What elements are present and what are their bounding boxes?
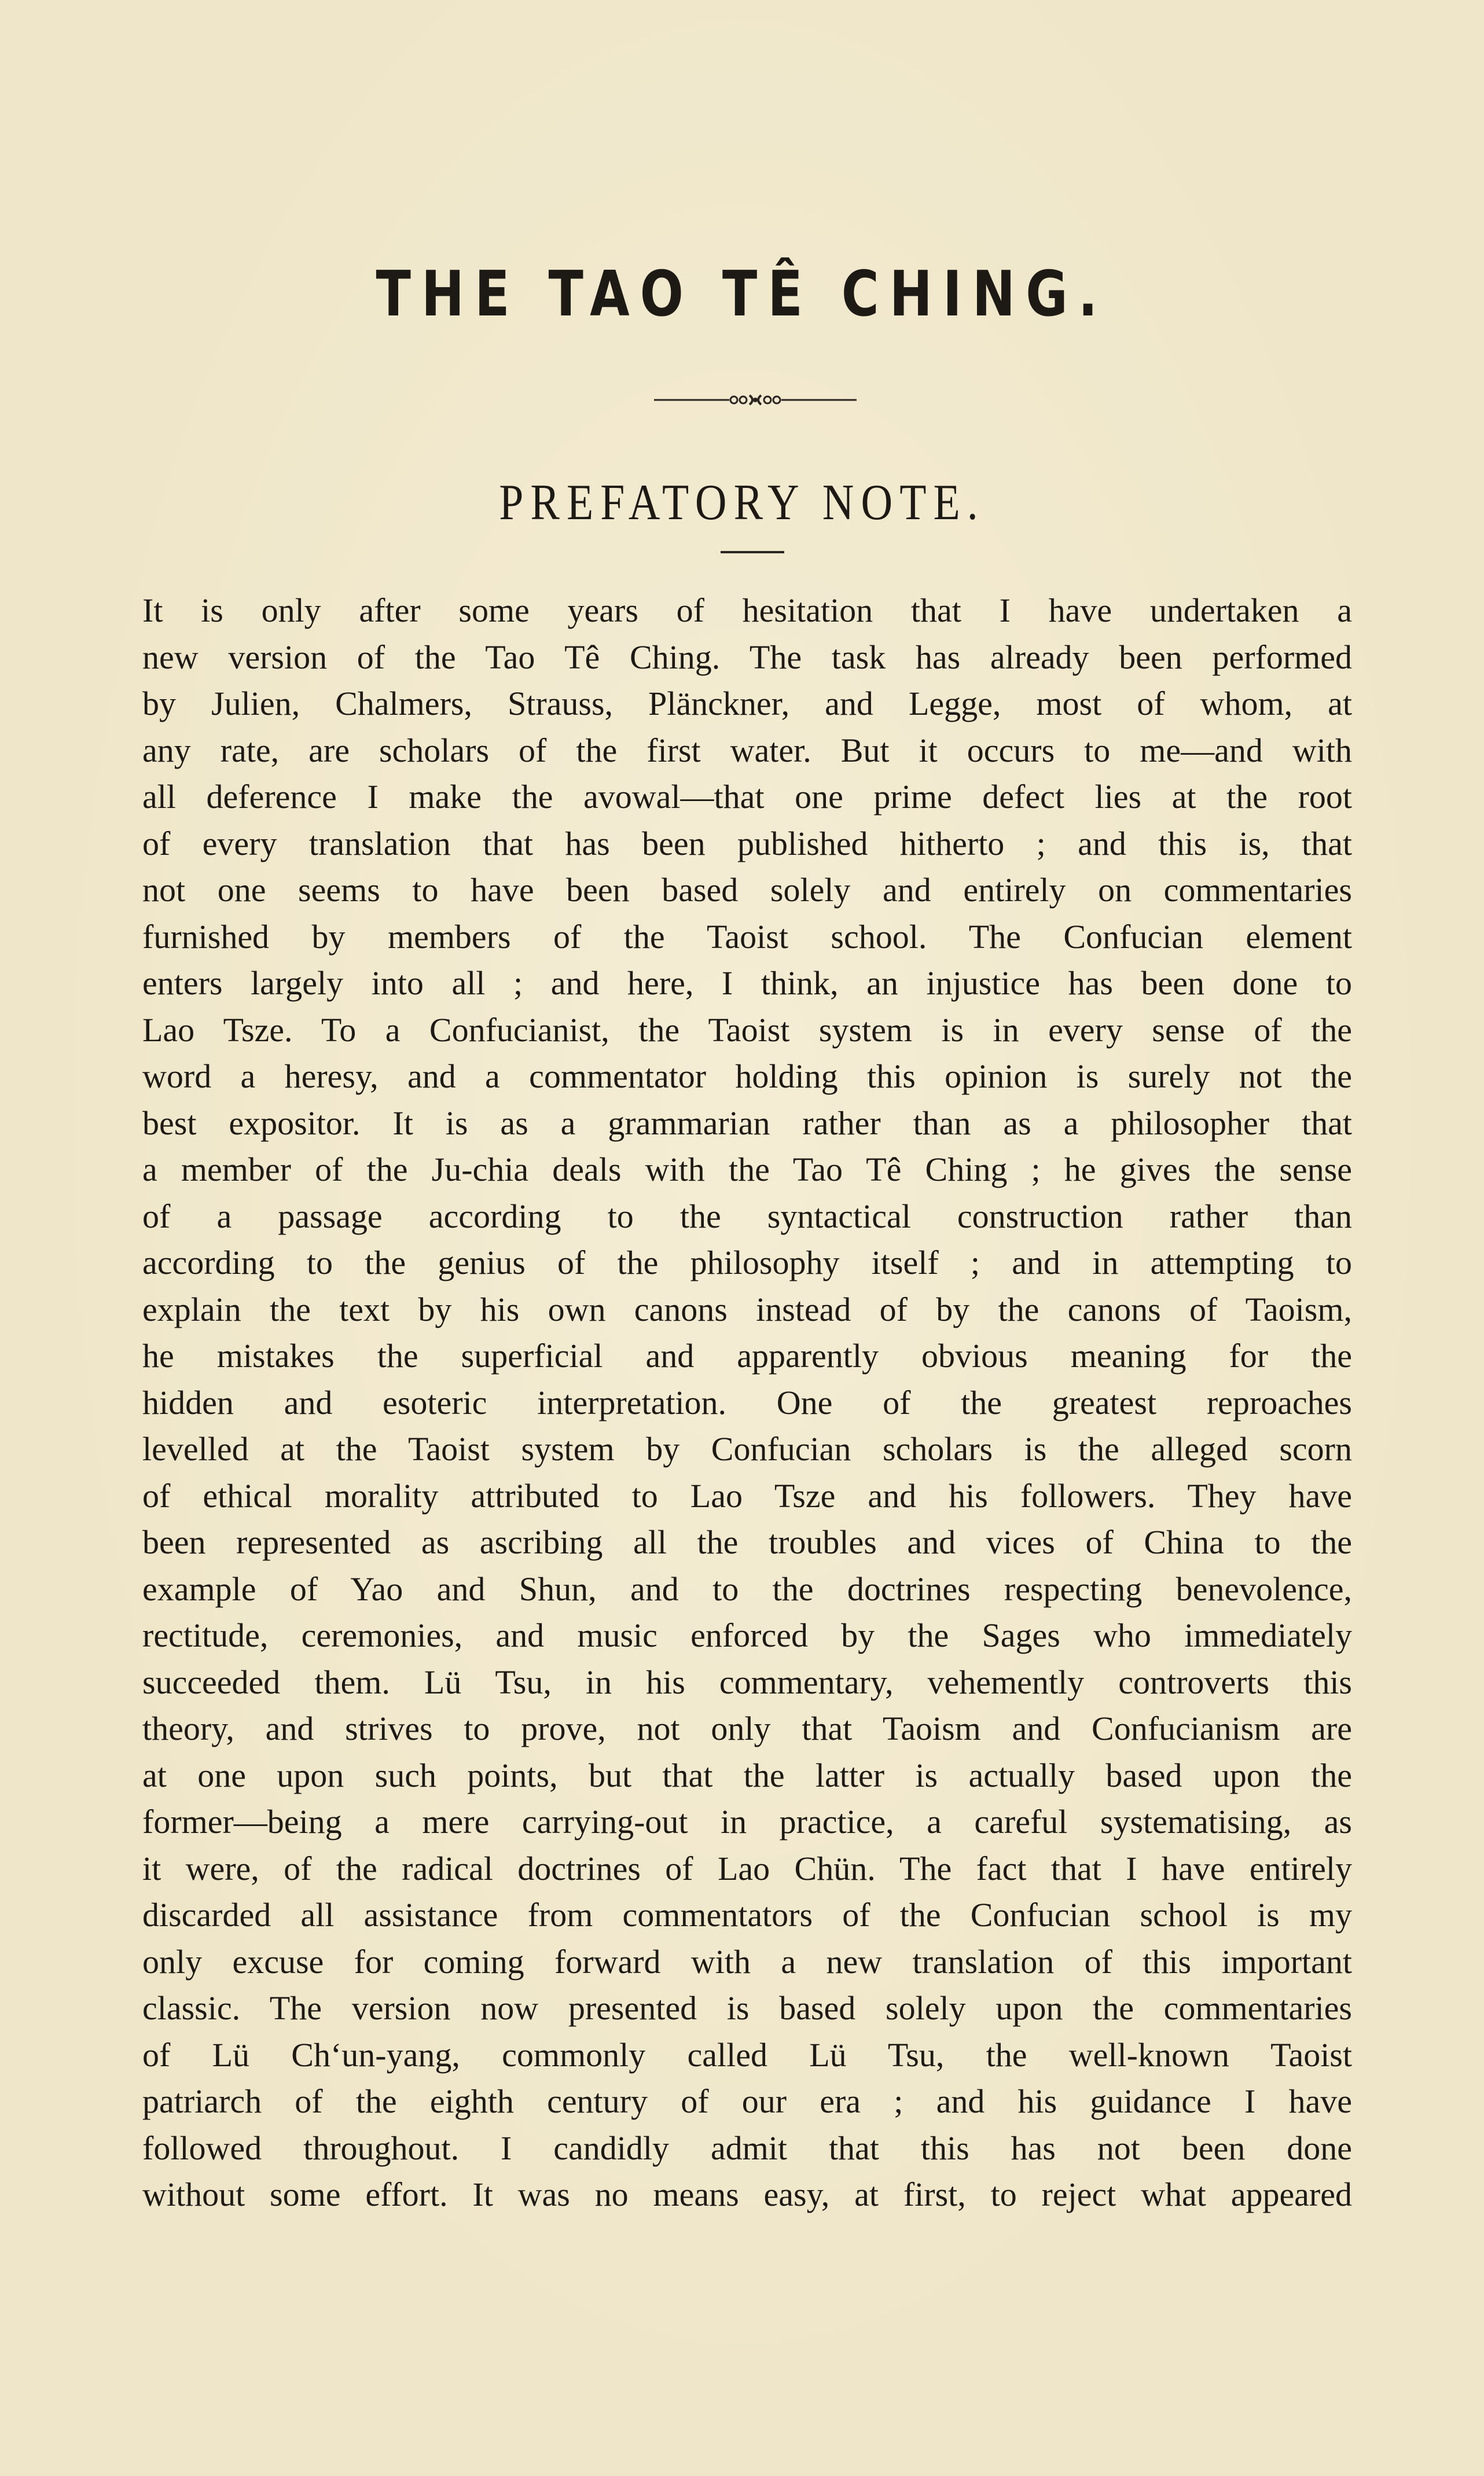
text-line: not one seems to have been based solely and entirely on commentaries xyxy=(142,871,1352,909)
text-line: followed throughout. I candidly admit that this has not been done xyxy=(142,2129,1352,2167)
text-line: of every translation that has been published hitherto ; and this is, that xyxy=(142,824,1352,862)
text-line: hidden and esoteric interpretation. One of the greatest reproaches xyxy=(142,1383,1352,1421)
text-line: of Lü Ch‘un-yang, commonly called Lü Tsu, the well-known Taoist xyxy=(142,2036,1352,2074)
text-line: theory, and strives to prove, not only that Taoism and Confucianism are xyxy=(142,1710,1352,1747)
text-line: It is only after some years of hesitation that I have undertaken a xyxy=(142,592,1352,629)
heading-rule xyxy=(721,551,784,553)
text-line: of ethical morality attributed to Lao Tsze and his followers. They have xyxy=(142,1476,1352,1515)
text-line: according to the genius of the philosophy itself ; and in attempting to xyxy=(142,1244,1352,1281)
ornament-divider xyxy=(654,391,857,409)
text-line: been represented as ascribing all the troubles and vices of China to the xyxy=(142,1523,1352,1561)
text-line: rectitude, ceremonies, and music enforced by the Sages who immediately xyxy=(142,1617,1352,1654)
text-line: explain the text by his own canons instead of by the canons of Taoism, xyxy=(142,1290,1352,1328)
text-line: without some effort. It was no means easy, at first, to reject what appeared xyxy=(142,2176,1352,2213)
text-line: levelled at the Taoist system by Confucian scholars is the alleged scorn xyxy=(142,1430,1352,1468)
text-line: succeeded them. Lü Tsu, in his commentary, vehemently controverts this xyxy=(142,1663,1352,1701)
text-line: only excuse for coming forward with a new translation of this important xyxy=(142,1942,1352,1981)
text-line: enters largely into all ; and here, I think, an injustice has been done to xyxy=(142,964,1352,1002)
text-line: he mistakes the superficial and apparently obvious meaning for the xyxy=(142,1337,1352,1375)
text-line: furnished by members of the Taoist school. The Confucian element xyxy=(142,917,1352,956)
text-line: a member of the Ju-chia deals with the Tao Tê Ching ; he gives the sense xyxy=(142,1151,1352,1188)
text-line: word a heresy, and a commentator holding this opinion is surely not the xyxy=(142,1057,1352,1095)
text-line: best expositor. It is as a grammarian rather than as a philosopher that xyxy=(142,1104,1352,1142)
section-heading: PREFATORY NOTE. xyxy=(499,475,985,531)
text-line: Lao Tsze. To a Confucianist, the Taoist system is in every sense of the xyxy=(142,1011,1352,1049)
text-line: example of Yao and Shun, and to the doctrines respecting benevolence, xyxy=(142,1570,1352,1608)
page-title: THE TAO TÊ CHING. xyxy=(376,258,1108,330)
text-line: any rate, are scholars of the first water. But it occurs to me—and with xyxy=(142,731,1352,769)
text-line: patriarch of the eighth century of our era ; and his guidance I have xyxy=(142,2082,1352,2120)
text-line: all deference I make the avowal—that one prime defect lies at the root xyxy=(142,778,1352,815)
text-line: by Julien, Chalmers, Strauss, Plänckner, and Legge, most of whom, at xyxy=(142,685,1352,722)
text-line: discarded all assistance from commentators of the Confucian school is my xyxy=(142,1896,1352,1934)
text-line: former—being a mere carrying-out in practice, a careful systematising, as xyxy=(142,1803,1352,1841)
text-line: at one upon such points, but that the latter is actually based upon the xyxy=(142,1756,1352,1794)
text-line: it were, of the radical doctrines of Lao Chün. The fact that I have entirely xyxy=(142,1849,1352,1887)
text-line: classic. The version now presented is based solely upon the commentaries xyxy=(142,1989,1352,2027)
prefatory-note-body xyxy=(142,587,1352,2218)
text-line: of a passage according to the syntactical construction rather than xyxy=(142,1197,1352,1235)
text-line: new version of the Tao Tê Ching. The task has already been performed xyxy=(142,638,1352,676)
